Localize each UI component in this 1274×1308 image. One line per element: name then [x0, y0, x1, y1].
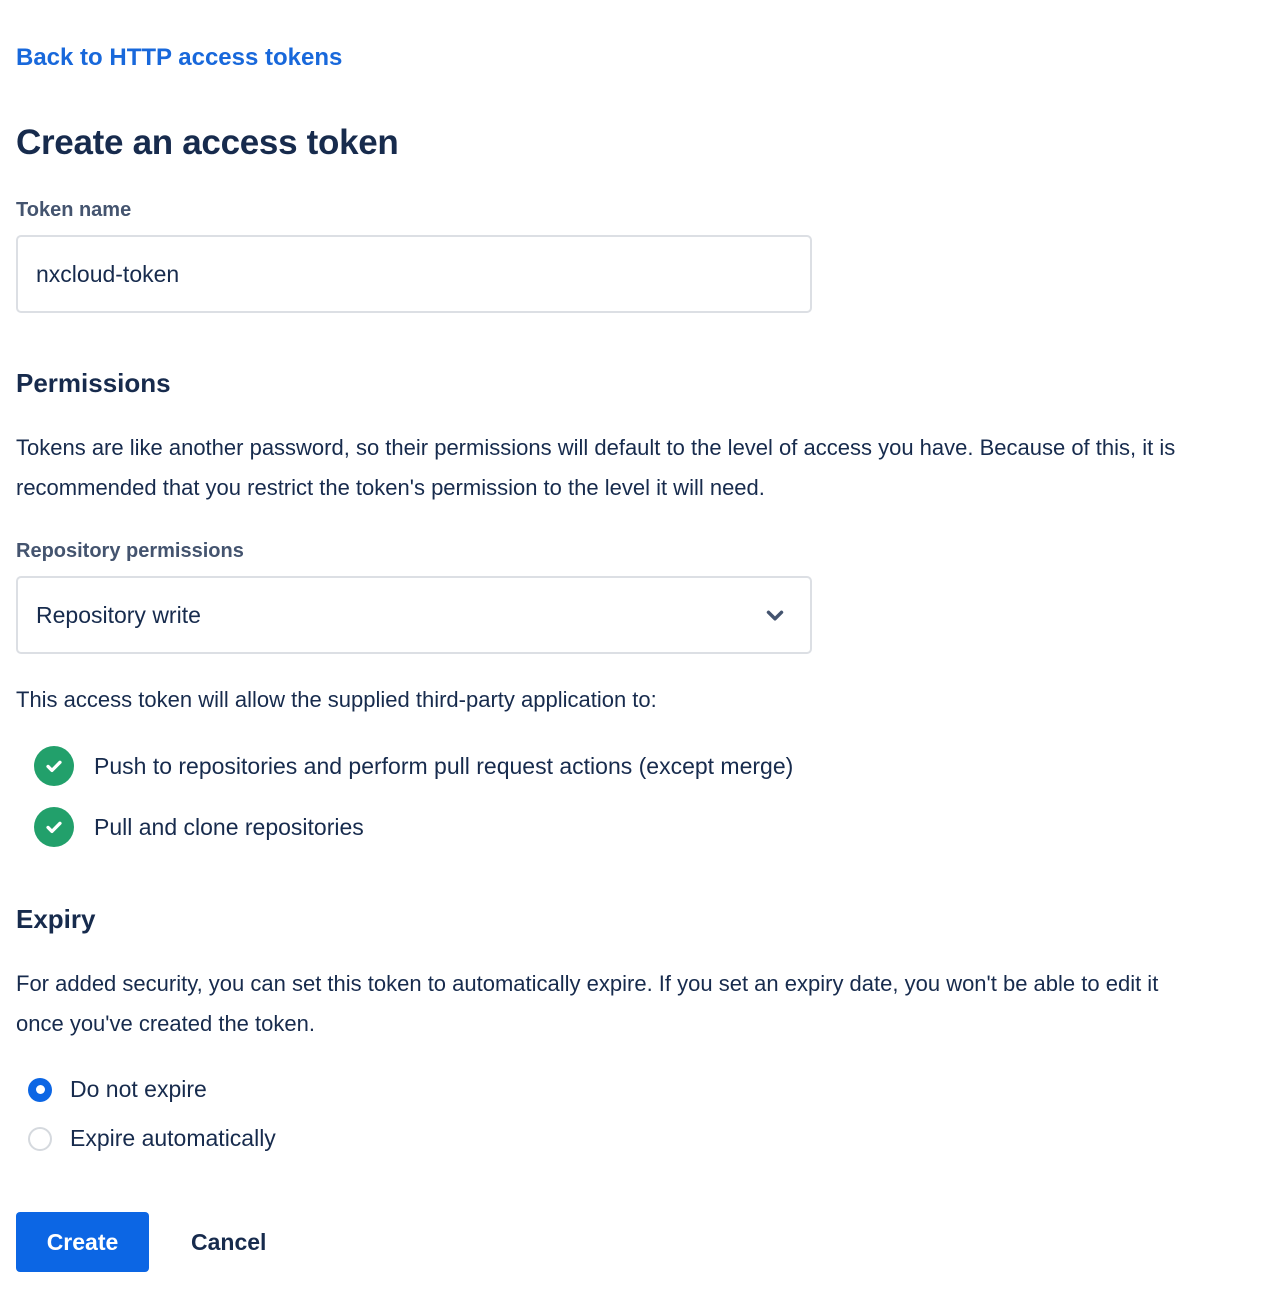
radio-label: Do not expire: [70, 1076, 207, 1102]
allow-intro-text: This access token will allow the supplied third-party application to:: [16, 687, 657, 712]
radio-expire-automatically[interactable]: [28, 1125, 1258, 1152]
token-name-input[interactable]: [16, 235, 812, 313]
expiry-radio-group: [16, 1076, 1258, 1152]
expiry-heading: Expiry: [16, 904, 96, 934]
page-title: Create an access token: [16, 123, 399, 162]
capability-text: Pull and clone repositories: [94, 814, 364, 840]
repository-permissions-label: Repository permissions: [16, 540, 244, 562]
repository-permissions-select[interactable]: [16, 576, 812, 654]
create-button[interactable]: Create: [16, 1212, 149, 1272]
cancel-button[interactable]: Cancel: [191, 1228, 267, 1255]
radio-label: Expire automatically: [70, 1125, 276, 1151]
check-circle-icon: [34, 746, 74, 786]
expiry-description: For added security, you can set this token to automatically expire. If you set an expiry date, you won't be able to edit it once you've created the token.: [16, 971, 1159, 1036]
capability-list: [16, 746, 1258, 847]
radio-do-not-expire[interactable]: [28, 1076, 1258, 1103]
permissions-description: Tokens are like another password, so their permissions will default to the level of access you have. Because of this, it is recommended that you restrict the token's permission to the level it will need.: [16, 435, 1176, 500]
radio-unselected-icon: [28, 1127, 52, 1151]
capability-item: [34, 746, 1258, 786]
chevron-down-icon: [762, 602, 788, 628]
capability-item: [34, 807, 1258, 847]
capability-text: Push to repositories and perform pull request actions (except merge): [94, 753, 794, 779]
back-to-http-access-tokens-link[interactable]: Back to HTTP access tokens: [16, 44, 343, 71]
form-actions: [16, 1212, 1258, 1272]
check-circle-icon: [34, 807, 74, 847]
permissions-heading: Permissions: [16, 368, 171, 398]
repository-permissions-selected-value: Repository write: [36, 601, 201, 628]
token-name-label: Token name: [16, 199, 132, 221]
radio-selected-icon: [28, 1078, 52, 1102]
